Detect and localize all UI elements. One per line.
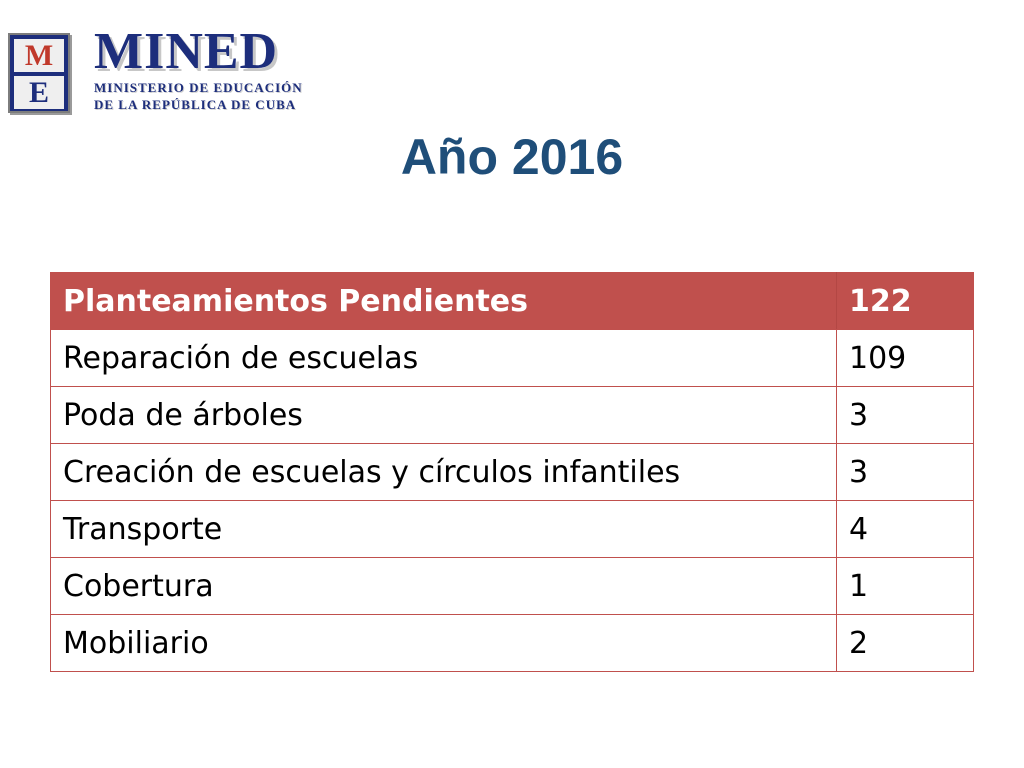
- page-title: Año 2016: [400, 129, 624, 185]
- header-value-cell: 122: [837, 273, 974, 330]
- row-value-cell: 3: [837, 444, 974, 501]
- row-label-cell: Creación de escuelas y círculos infantiles: [51, 444, 837, 501]
- row-label-cell: Cobertura: [51, 558, 837, 615]
- row-value-cell: 2: [837, 615, 974, 672]
- header-label-cell: Planteamientos Pendientes: [51, 273, 837, 330]
- logo-name: MINED: [94, 23, 279, 80]
- row-value-cell: 1: [837, 558, 974, 615]
- logo-subtitle-line2: DE LA REPÚBLICA DE CUBA: [94, 97, 297, 112]
- table-row: [51, 558, 974, 615]
- badge-letter-e: E: [14, 76, 64, 109]
- row-label-cell: Mobiliario: [51, 615, 837, 672]
- row-label-cell: Transporte: [51, 501, 837, 558]
- row-value-cell: 109: [837, 330, 974, 387]
- logo-subtitle: [94, 79, 374, 113]
- row-label-cell: Poda de árboles: [51, 387, 837, 444]
- table-row: [51, 387, 974, 444]
- me-badge: [8, 33, 70, 113]
- row-value-cell: 4: [837, 501, 974, 558]
- table-row: [51, 501, 974, 558]
- row-value-cell: 3: [837, 387, 974, 444]
- table-row: [51, 330, 974, 387]
- logo-subtitle-line1: MINISTERIO DE EDUCACIÓN: [94, 80, 303, 95]
- mined-logo: [8, 23, 373, 120]
- table-row: [51, 615, 974, 672]
- table-header-row: [51, 273, 974, 330]
- table-row: [51, 444, 974, 501]
- pending-issues-table: [50, 272, 974, 672]
- row-label-cell: Reparación de escuelas: [51, 330, 837, 387]
- badge-letter-m: M: [14, 39, 64, 72]
